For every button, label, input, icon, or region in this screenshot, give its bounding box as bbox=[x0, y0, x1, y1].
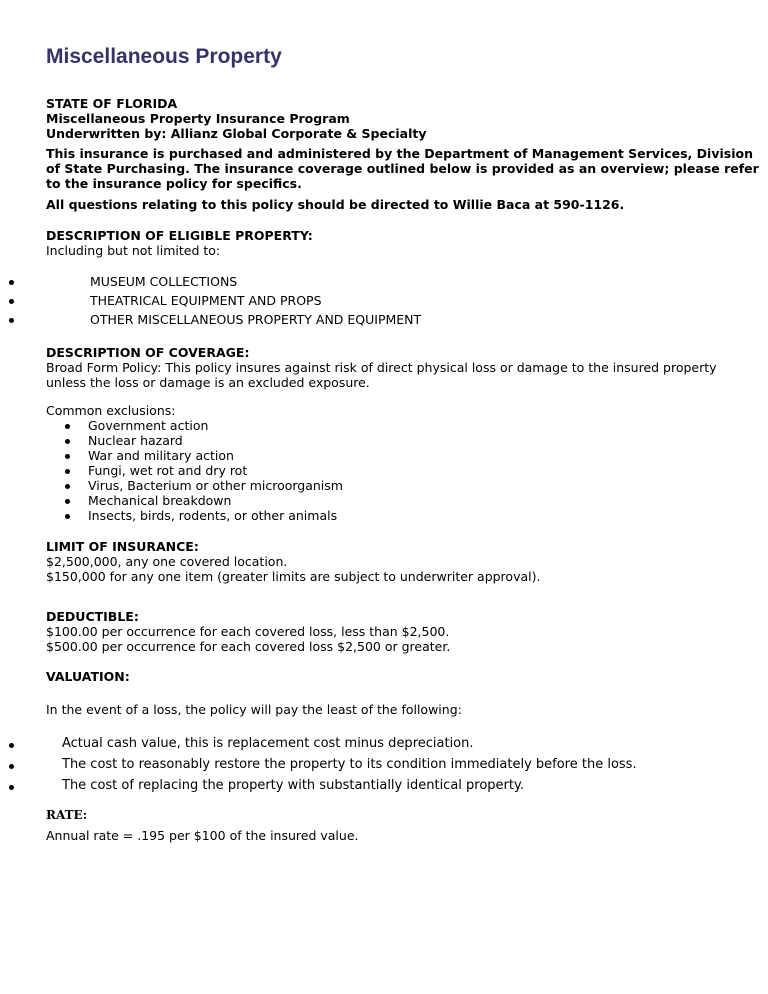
coverage-line-2: unless the loss or damage is an excluded exposure. bbox=[46, 375, 370, 390]
bullet-icon bbox=[65, 514, 70, 519]
bullet-icon bbox=[65, 469, 70, 474]
bullet-icon bbox=[9, 743, 14, 748]
header-underwriter: Underwritten by: Allianz Global Corporate & Specialty bbox=[46, 126, 427, 141]
rate-text: Annual rate = .195 per $100 of the insured value. bbox=[46, 828, 359, 843]
intro-paragraph bbox=[46, 146, 759, 191]
eligible-section bbox=[46, 228, 736, 258]
page-title: Miscellaneous Property bbox=[46, 45, 282, 68]
limit-section bbox=[46, 539, 736, 584]
list-item-text: Mechanical breakdown bbox=[88, 493, 232, 508]
deductible-line-2: $500.00 per occurrence for each covered loss $2,500 or greater. bbox=[46, 639, 451, 654]
list-item-text: The cost of replacing the property with substantially identical property. bbox=[62, 778, 524, 793]
rate-heading: RATE: bbox=[46, 808, 88, 822]
bullet-icon bbox=[9, 764, 14, 769]
valuation-intro-block bbox=[46, 702, 736, 717]
deductible-section bbox=[46, 609, 736, 654]
limit-heading: LIMIT OF INSURANCE: bbox=[46, 539, 199, 554]
valuation-heading: VALUATION: bbox=[46, 669, 130, 684]
rate-text-block bbox=[46, 828, 736, 843]
bullet-icon bbox=[65, 454, 70, 459]
valuation-heading-block bbox=[46, 669, 736, 684]
program-header bbox=[46, 96, 736, 141]
list-item-text: MUSEUM COLLECTIONS bbox=[90, 274, 238, 289]
intro-line-3: to the insurance policy for specifics. bbox=[46, 176, 302, 191]
bullet-icon bbox=[65, 499, 70, 504]
list-item-text: Fungi, wet rot and dry rot bbox=[88, 463, 248, 478]
header-state: STATE OF FLORIDA bbox=[46, 96, 178, 111]
list-item-text: War and military action bbox=[88, 448, 234, 463]
coverage-section bbox=[46, 345, 736, 390]
valuation-intro: In the event of a loss, the policy will pay the least of the following: bbox=[46, 702, 462, 717]
list-item-text: Actual cash value, this is replacement cost minus depreciation. bbox=[62, 736, 474, 751]
bullet-icon bbox=[9, 318, 14, 323]
list-item-text: Virus, Bacterium or other microorganism bbox=[88, 478, 343, 493]
contact-text: All questions relating to this policy should be directed to Willie Baca at 590-1126. bbox=[46, 197, 625, 212]
list-item-text: Insects, birds, rodents, or other animals bbox=[88, 508, 338, 523]
list-item-text: OTHER MISCELLANEOUS PROPERTY AND EQUIPMENT bbox=[90, 312, 422, 327]
deductible-line-1: $100.00 per occurrence for each covered loss, less than $2,500. bbox=[46, 624, 450, 639]
eligible-subtext: Including but not limited to: bbox=[46, 243, 221, 258]
bullet-icon bbox=[65, 484, 70, 489]
bullet-icon bbox=[9, 280, 14, 285]
bullet-icon bbox=[65, 439, 70, 444]
list-item-text: Nuclear hazard bbox=[88, 433, 183, 448]
contact-line bbox=[46, 197, 736, 212]
deductible-heading: DEDUCTIBLE: bbox=[46, 609, 139, 624]
rate-section bbox=[46, 808, 736, 823]
bullet-icon bbox=[65, 424, 70, 429]
exclusions-label-text: Common exclusions: bbox=[46, 403, 176, 418]
list-item-text: The cost to reasonably restore the property to its condition immediately before the loss. bbox=[62, 757, 637, 772]
exclusions-label bbox=[46, 403, 736, 418]
intro-line-2: of State Purchasing. The insurance coverage outlined below is provided as an overview; please refer bbox=[46, 161, 759, 176]
list-item-text: Government action bbox=[88, 418, 209, 433]
header-program: Miscellaneous Property Insurance Program bbox=[46, 111, 350, 126]
coverage-heading: DESCRIPTION OF COVERAGE: bbox=[46, 345, 250, 360]
eligible-heading: DESCRIPTION OF ELIGIBLE PROPERTY: bbox=[46, 228, 313, 243]
bullet-icon bbox=[9, 299, 14, 304]
coverage-line-1: Broad Form Policy: This policy insures against risk of direct physical loss or damage to the insured property bbox=[46, 360, 717, 375]
limit-line-2: $150,000 for any one item (greater limits are subject to underwriter approval). bbox=[46, 569, 541, 584]
list-item-text: THEATRICAL EQUIPMENT AND PROPS bbox=[90, 293, 322, 308]
limit-line-1: $2,500,000, any one covered location. bbox=[46, 554, 288, 569]
bullet-icon bbox=[9, 785, 14, 790]
intro-line-1: This insurance is purchased and administered by the Department of Management Services, Division bbox=[46, 146, 753, 161]
